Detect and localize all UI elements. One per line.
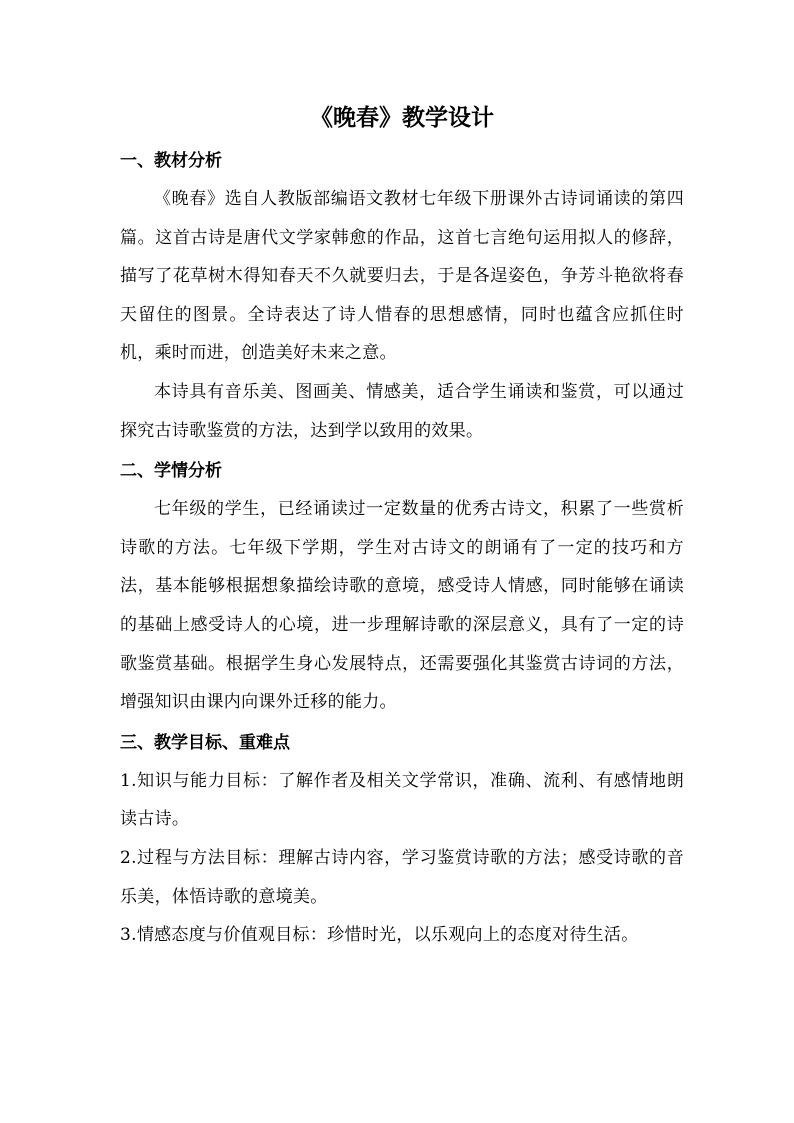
- goal-item: 1.知识与能力目标：了解作者及相关文学常识，准确、流利、有感情地朗读古诗。: [120, 770, 684, 830]
- paragraph: 本诗具有音乐美、图画美、情感美，适合学生诵读和鉴赏，可以通过探究古诗歌鉴赏的方法，达到学以致用的效果。: [120, 381, 684, 441]
- paragraph: 七年级的学生，已经诵读过一定数量的优秀古诗文，积累了一些赏析诗歌的方法。七年级下学期，学生对古诗文的朗诵有了一定的技巧和方法，基本能够根据想象描绘诗歌的意境，感受诗人情感，同时能够在诵读的基础上感受诗人的心境，进一步理解诗歌的深层意义，具有了一定的诗歌鉴赏基础。根据学生身心发展特点，还需要强化其鉴赏古诗词的方法，增强知识由课内向课外迁移的能力。: [120, 499, 684, 713]
- document-page: [120, 96, 684, 955]
- section-heading: 一、教材分析: [120, 151, 222, 171]
- section-heading: 三、教学目标、重难点: [120, 732, 290, 753]
- section-teaching-goals: [120, 722, 684, 955]
- document-title: 《晚春》教学设计: [310, 104, 494, 131]
- goal-item: 2.过程与方法目标：理解古诗内容，学习鉴赏诗歌的方法；感受诗歌的音乐美，体悟诗歌的意境美。: [120, 847, 684, 907]
- paragraph: 《晚春》选自人教版部编语文教材七年级下册课外古诗词诵读的第四篇。这首古诗是唐代文学家韩愈的作品，这首七言绝句运用拟人的修辞，描写了花草树木得知春天不久就要归去，于是各逞姿色，争芳斗艳欲将春天留住的图景。全诗表达了诗人惜春的思想感情，同时也蕴含应抓住时机，乘时而进，创造美好未来之意。: [120, 189, 684, 364]
- section-textbook-analysis: [120, 140, 684, 450]
- goal-item: 3.情感态度与价值观目标：珍惜时光，以乐观向上的态度对待生活。: [120, 925, 639, 946]
- section-student-analysis: [120, 450, 684, 722]
- section-heading: 二、学情分析: [120, 461, 222, 482]
